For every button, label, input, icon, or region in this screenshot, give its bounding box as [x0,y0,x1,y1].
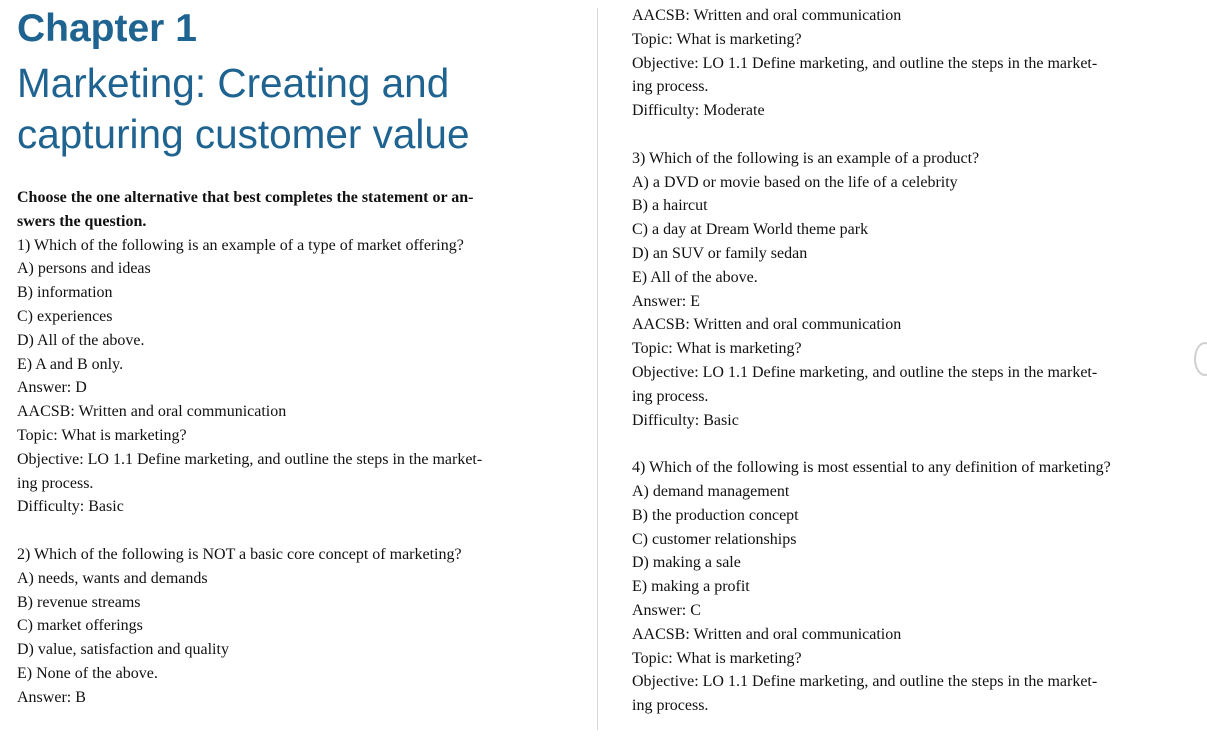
question-4-objective-line-2: ing process. [632,697,709,715]
question-2 [17,543,577,710]
question-3 [632,147,1202,433]
question-2-option-e: E) None of the above. [17,664,158,682]
spacer [632,123,1202,147]
question-3-option-c: C) a day at Dream World theme park [632,221,869,239]
question-2-text: 2) Which of the following is NOT a basic core concept of marketing? [17,545,462,563]
question-2-objective-line-2: ing process. [632,78,709,96]
spacer [17,519,577,543]
question-4 [632,456,1202,718]
question-2-difficulty: Difficulty: Moderate [632,102,765,120]
question-1-topic: Topic: What is marketing? [17,426,187,444]
question-1-text: 1) Which of the following is an example of a type of market offering? [17,236,464,254]
question-2-continued [632,4,1202,123]
question-4-objective-line-1: Objective: LO 1.1 Define marketing, and outline the steps in the market- [632,673,1098,691]
chapter-heading: Chapter 1 [17,7,197,50]
question-3-topic: Topic: What is marketing? [632,340,802,358]
instructions [17,186,577,234]
question-4-option-e: E) making a profit [632,578,750,596]
question-3-answer: Answer: E [632,292,700,310]
question-1-option-b: B) information [17,284,113,302]
question-2-answer: Answer: B [17,688,86,706]
question-3-option-d: D) an SUV or family sedan [632,244,808,262]
question-1-objective-line-2: ing process. [17,474,94,492]
question-2-option-c: C) market offerings [17,617,143,635]
question-1-option-e: E) A and B only. [17,355,124,373]
chapter-title-line-2: capturing customer value [17,111,470,157]
question-3-difficulty: Difficulty: Basic [632,411,739,429]
question-2-option-a: A) needs, wants and demands [17,569,208,587]
question-3-option-b: B) a haircut [632,197,708,215]
question-2-option-d: D) value, satisfaction and quality [17,641,229,659]
question-2-option-b: B) revenue streams [17,593,141,611]
question-3-objective-line-2: ing process. [632,387,709,405]
question-1-difficulty: Difficulty: Basic [17,498,124,516]
question-2-objective-line-1: Objective: LO 1.1 Define marketing, and outline the steps in the market- [632,54,1098,72]
question-1-objective-line-1: Objective: LO 1.1 Define marketing, and outline the steps in the market- [17,450,483,468]
question-1-option-d: D) All of the above. [17,331,145,349]
spacer [632,432,1202,456]
question-4-topic: Topic: What is marketing? [632,649,802,667]
question-4-option-d: D) making a sale [632,554,741,572]
question-3-option-e: E) All of the above. [632,268,758,286]
instructions-line-1: Choose the one alternative that best completes the statement or an- [17,189,474,206]
chapter-title-line-1: Marketing: Creating and [17,60,450,106]
question-4-text: 4) Which of the following is most essential to any definition of marketing? [632,459,1111,477]
question-4-option-b: B) the production concept [632,506,799,524]
left-column [17,4,577,710]
question-4-answer: Answer: C [632,601,701,619]
chapter-title [17,58,577,160]
question-4-aacsb: AACSB: Written and oral communication [632,625,902,643]
question-3-option-a: A) a DVD or movie based on the life of a celebrity [632,173,958,191]
question-1 [17,234,577,520]
instructions-line-2: swers the question. [17,212,147,230]
right-column [632,4,1202,718]
question-1-option-c: C) experiences [17,307,113,325]
question-3-objective-line-1: Objective: LO 1.1 Define marketing, and outline the steps in the market- [632,363,1098,381]
question-4-option-c: C) customer relationships [632,530,797,548]
question-3-aacsb: AACSB: Written and oral communication [632,316,902,334]
column-divider [597,8,598,730]
question-1-answer: Answer: D [17,379,87,397]
question-4-option-a: A) demand management [632,482,790,500]
question-3-text: 3) Which of the following is an example of a product? [632,149,980,167]
question-1-option-a: A) persons and ideas [17,260,151,278]
question-2-aacsb: AACSB: Written and oral communication [632,7,902,24]
question-2-topic: Topic: What is marketing? [632,30,802,48]
question-1-aacsb: AACSB: Written and oral communication [17,403,287,421]
